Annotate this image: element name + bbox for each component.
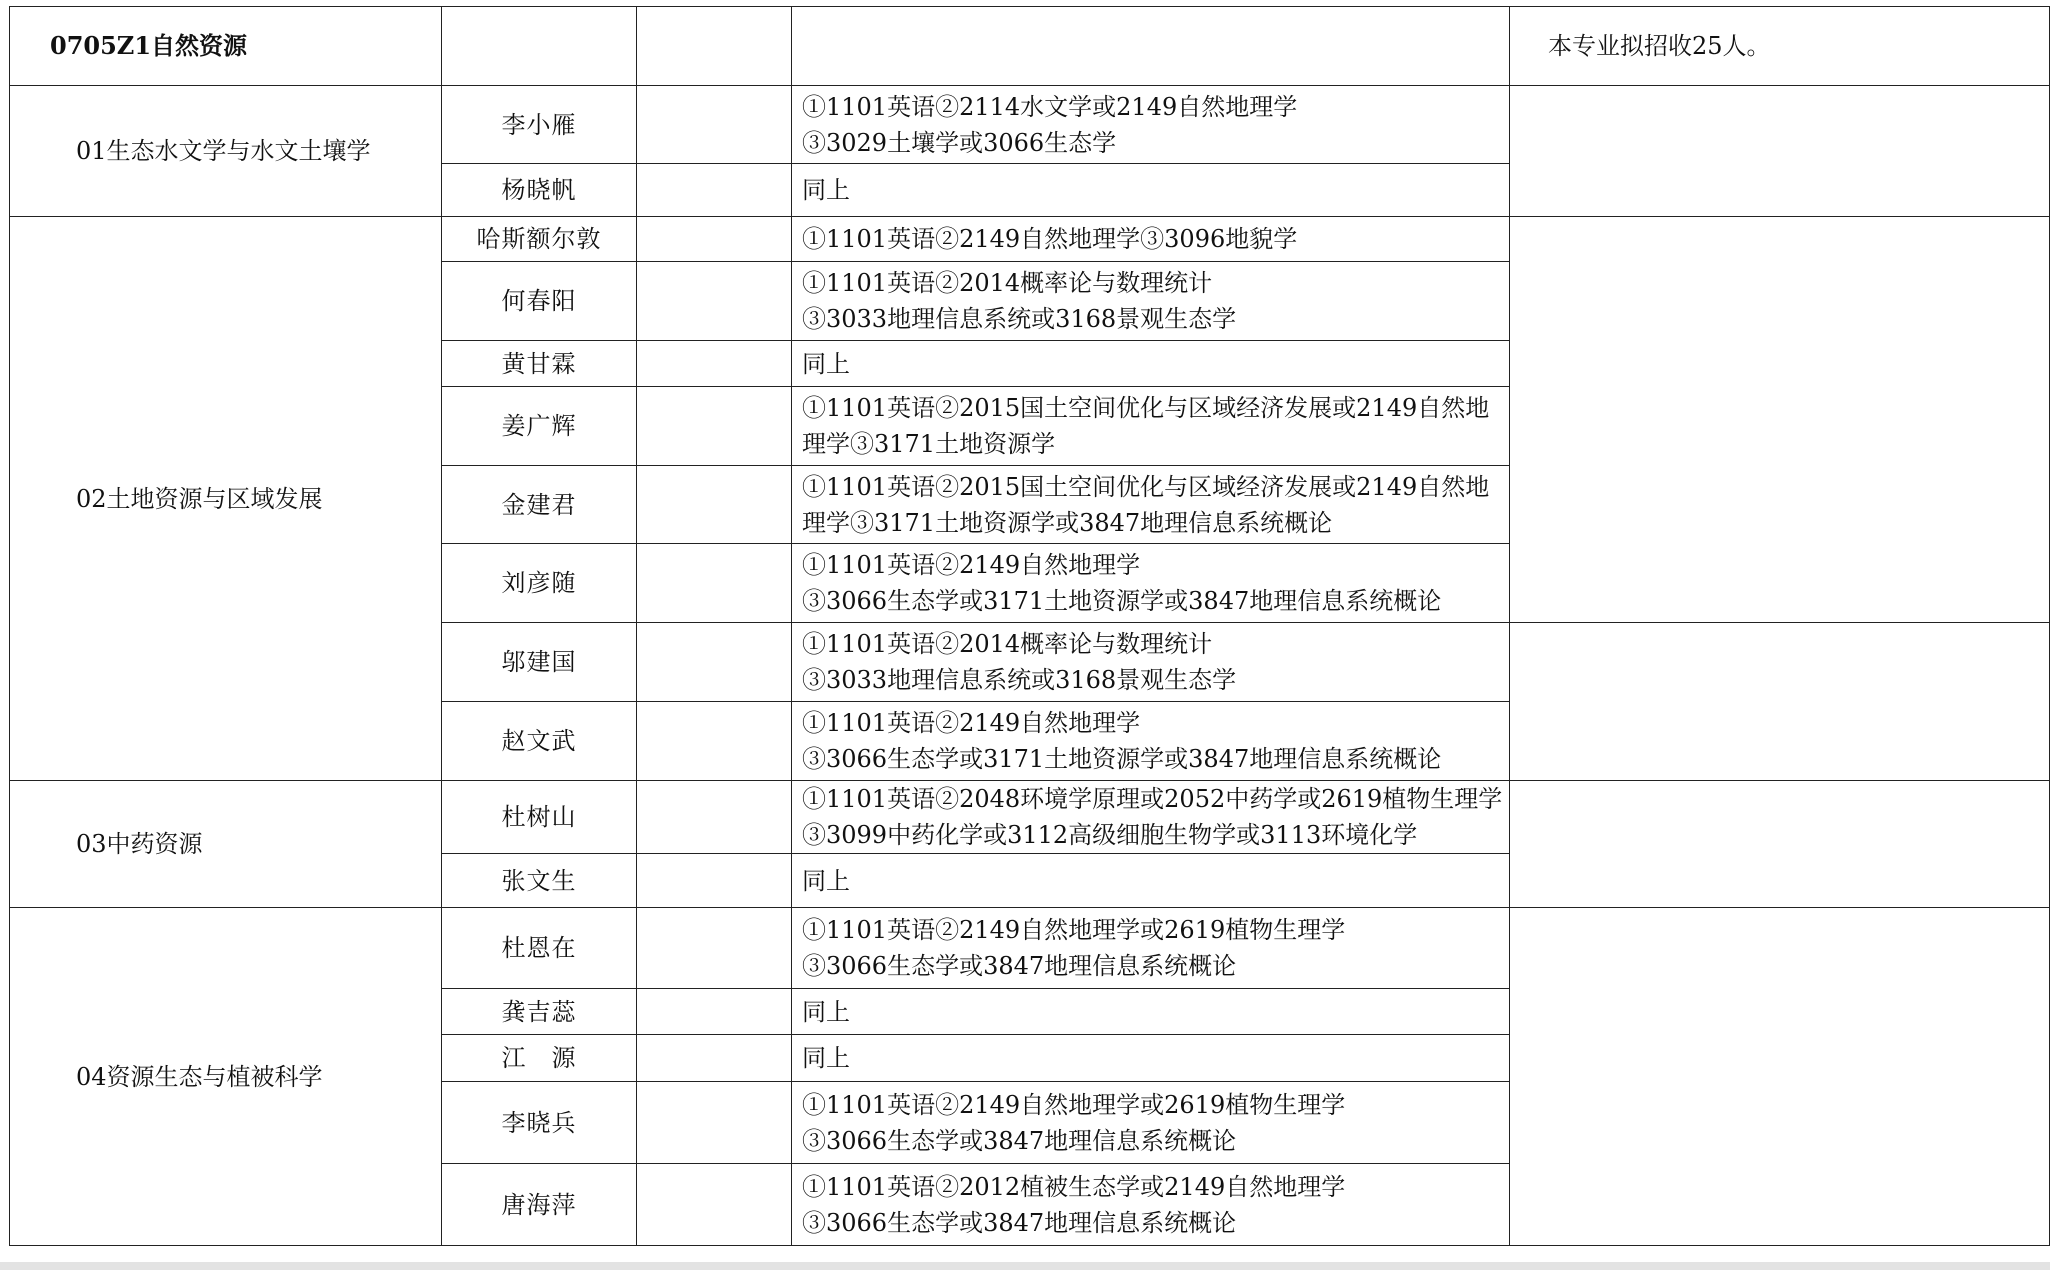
empty-cell [637, 217, 792, 262]
tutor-row [10, 86, 2050, 164]
exam-subjects [792, 1164, 1510, 1246]
exam-subject-line: 同上 [802, 997, 850, 1026]
exam-subject-line: 同上 [802, 1044, 850, 1072]
remarks-cell [1510, 217, 2050, 623]
exam-subject-line: ③3066生态学或3847地理信息系统概论 [802, 952, 1237, 980]
exam-subjects [792, 908, 1510, 989]
tutor-name: 李小雁 [442, 86, 637, 164]
empty-cell [637, 854, 792, 908]
empty-cell [637, 262, 792, 341]
exam-subjects [792, 702, 1510, 781]
exam-subject-line: ③3099中药化学或3112高级细胞生物学或3113环境化学 [802, 821, 1418, 849]
empty-cell [637, 466, 792, 544]
empty-cell [637, 781, 792, 854]
tutor-name: 刘彦随 [442, 544, 637, 623]
empty-cell [442, 7, 637, 86]
remarks-cell [1510, 908, 2050, 1246]
exam-subjects [792, 544, 1510, 623]
exam-subjects [792, 989, 1510, 1035]
tutor-name: 张文生 [442, 854, 637, 908]
exam-subject-line: ③3066生态学或3171土地资源学或3847地理信息系统概论 [802, 587, 1442, 615]
enrollment-table [9, 6, 2050, 1246]
exam-subject-line: ①1101英语②2149自然地理学或2619植物生理学 [802, 916, 1346, 944]
research-direction: 01生态水文学与水文土壤学 [10, 86, 442, 217]
major-header-row [10, 7, 2050, 86]
remarks-cell [1510, 623, 2050, 781]
exam-subject-line: 理学③3171土地资源学 [802, 430, 1056, 458]
tutor-row [10, 781, 2050, 854]
tutor-name: 杜树山 [442, 781, 637, 854]
tutor-name: 李晓兵 [442, 1082, 637, 1164]
empty-cell [637, 544, 792, 623]
tutor-row [10, 908, 2050, 989]
exam-subjects [792, 466, 1510, 544]
exam-subjects [792, 1035, 1510, 1082]
exam-subjects [792, 164, 1510, 217]
tutor-name: 金建君 [442, 466, 637, 544]
exam-subject-line: ①1101英语②2014概率论与数理统计 [802, 630, 1213, 658]
tutor-row [10, 217, 2050, 262]
exam-subject-line: ①1101英语②2015国土空间优化与区域经济发展或2149自然地 [802, 472, 1490, 501]
exam-subjects [792, 854, 1510, 908]
exam-subject-line: 同上 [802, 866, 850, 895]
research-direction: 03中药资源 [10, 781, 442, 908]
remarks-cell [1510, 86, 2050, 217]
exam-subjects [792, 781, 1510, 854]
empty-cell [637, 341, 792, 387]
exam-subject-line: ①1101英语②2149自然地理学 [802, 551, 1141, 579]
exam-subject-line: ①1101英语②2014概率论与数理统计 [802, 269, 1213, 297]
empty-cell [637, 164, 792, 217]
exam-subject-line: 同上 [802, 176, 850, 204]
exam-subject-line: 理学③3171土地资源学或3847地理信息系统概论 [802, 508, 1333, 537]
tutor-name: 哈斯额尔敦 [442, 217, 637, 262]
exam-subject-line: ③3033地理信息系统或3168景观生态学 [802, 666, 1237, 694]
tutor-name: 杨晓帆 [442, 164, 637, 217]
tutor-name: 杜恩在 [442, 908, 637, 989]
empty-cell [637, 86, 792, 164]
tutor-name: 邬建国 [442, 623, 637, 702]
empty-cell [637, 908, 792, 989]
tutor-name: 姜广辉 [442, 387, 637, 466]
empty-cell [637, 1164, 792, 1246]
exam-subject-line: ③3066生态学或3847地理信息系统概论 [802, 1208, 1237, 1237]
page-bottom-edge [0, 1262, 2050, 1270]
exam-subjects [792, 341, 1510, 387]
tutor-name: 龚吉蕊 [442, 989, 637, 1035]
exam-subjects [792, 262, 1510, 341]
empty-cell [637, 1035, 792, 1082]
exam-subject-line: 同上 [802, 349, 850, 378]
research-direction: 02土地资源与区域发展 [10, 217, 442, 781]
enrollment-table-body [10, 7, 2050, 1246]
exam-subject-line: ③3029土壤学或3066生态学 [802, 128, 1117, 157]
exam-subject-line: ①1101英语②2012植被生态学或2149自然地理学 [802, 1172, 1346, 1201]
empty-cell [637, 989, 792, 1035]
exam-subject-line: ①1101英语②2149自然地理学或2619植物生理学 [802, 1090, 1346, 1119]
research-direction: 04资源生态与植被科学 [10, 908, 442, 1246]
exam-subject-line: ①1101英语②2114水文学或2149自然地理学 [802, 92, 1298, 121]
exam-subjects [792, 387, 1510, 466]
exam-subjects [792, 1082, 1510, 1164]
exam-subjects [792, 86, 1510, 164]
major-enrollment-note: 本专业拟招收25人。 [1510, 7, 2050, 86]
exam-subject-line: ③3066生态学或3171土地资源学或3847地理信息系统概论 [802, 745, 1442, 773]
exam-subjects [792, 217, 1510, 262]
tutor-name: 唐海萍 [442, 1164, 637, 1246]
empty-cell [637, 7, 792, 86]
empty-cell [637, 1082, 792, 1164]
remarks-cell [1510, 781, 2050, 908]
empty-cell [637, 387, 792, 466]
exam-subject-line: ③3066生态学或3847地理信息系统概论 [802, 1126, 1237, 1155]
exam-subject-line: ①1101英语②2149自然地理学③3096地貌学 [802, 225, 1298, 253]
exam-subject-line: ①1101英语②2015国土空间优化与区域经济发展或2149自然地 [802, 394, 1490, 422]
tutor-name: 黄甘霖 [442, 341, 637, 387]
exam-subjects [792, 623, 1510, 702]
exam-subject-line: ①1101英语②2048环境学原理或2052中药学或2619植物生理学 [802, 785, 1503, 813]
empty-cell [637, 623, 792, 702]
exam-subject-line: ①1101英语②2149自然地理学 [802, 709, 1141, 737]
empty-cell [792, 7, 1510, 86]
tutor-name: 赵文武 [442, 702, 637, 781]
major-code-name: 0705Z1自然资源 [10, 7, 442, 86]
exam-subject-line: ③3033地理信息系统或3168景观生态学 [802, 305, 1237, 333]
empty-cell [637, 702, 792, 781]
tutor-name: 江 源 [442, 1035, 637, 1082]
tutor-name: 何春阳 [442, 262, 637, 341]
